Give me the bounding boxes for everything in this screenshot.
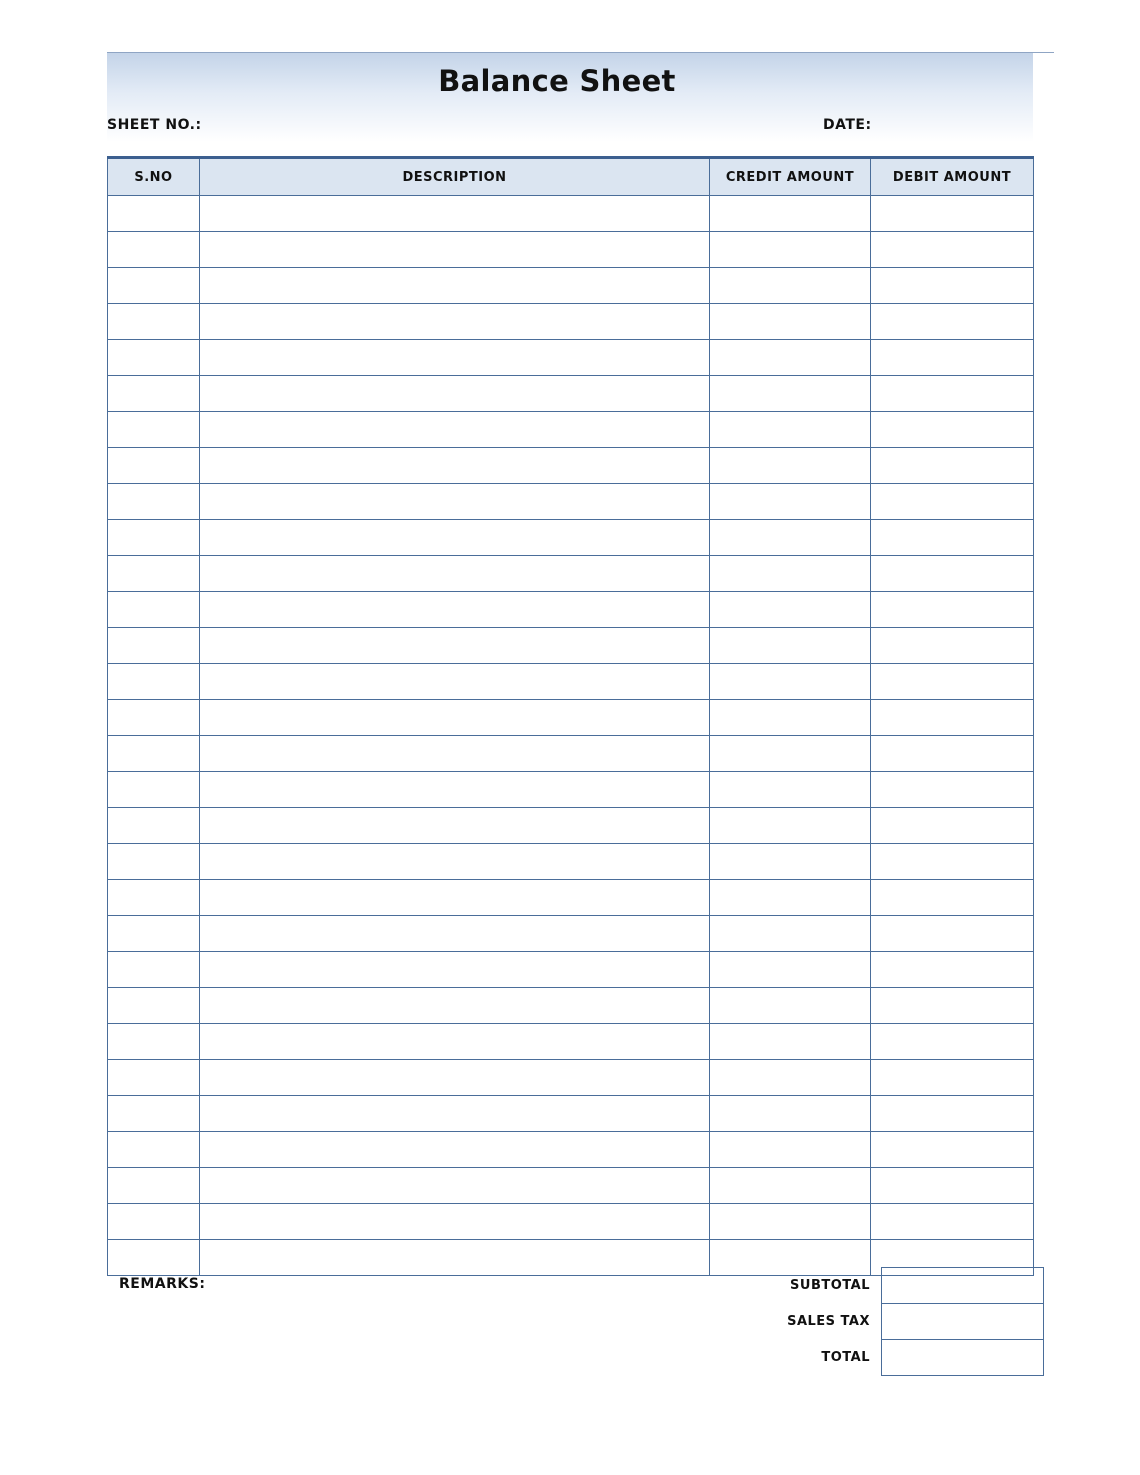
debit-amount-cell[interactable] [871, 664, 1034, 700]
description-cell[interactable] [200, 448, 710, 484]
debit-amount-cell[interactable] [871, 844, 1034, 880]
table-row [108, 664, 1034, 700]
debit-amount-cell[interactable] [871, 556, 1034, 592]
debit-amount-cell[interactable] [871, 268, 1034, 304]
table-row [108, 772, 1034, 808]
credit-amount-cell[interactable] [710, 1024, 871, 1060]
sales-tax-field[interactable] [882, 1304, 1044, 1340]
sno-cell[interactable] [108, 484, 200, 520]
table-row [108, 1204, 1034, 1240]
description-cell[interactable] [200, 880, 710, 916]
table-row [108, 880, 1034, 916]
debit-amount-cell[interactable] [871, 1060, 1034, 1096]
sno-cell[interactable] [108, 736, 200, 772]
description-cell[interactable] [200, 808, 710, 844]
sno-cell[interactable] [108, 592, 200, 628]
debit-amount-cell[interactable] [871, 376, 1034, 412]
sno-cell[interactable] [108, 1132, 200, 1168]
sno-cell[interactable] [108, 700, 200, 736]
sno-cell[interactable] [108, 1096, 200, 1132]
credit-amount-cell[interactable] [710, 1204, 871, 1240]
description-cell[interactable] [200, 592, 710, 628]
column-header-description: DESCRIPTION [200, 158, 710, 196]
table-row [108, 844, 1034, 880]
sno-cell[interactable] [108, 412, 200, 448]
description-cell[interactable] [200, 844, 710, 880]
credit-amount-cell[interactable] [710, 1096, 871, 1132]
column-header-debit-amount: DEBIT AMOUNT [871, 158, 1034, 196]
sno-cell[interactable] [108, 448, 200, 484]
credit-amount-cell[interactable] [710, 736, 871, 772]
sno-cell[interactable] [108, 1168, 200, 1204]
sno-cell[interactable] [108, 664, 200, 700]
sno-cell[interactable] [108, 556, 200, 592]
description-cell[interactable] [200, 412, 710, 448]
date-label: DATE: [823, 117, 872, 133]
credit-amount-cell[interactable] [710, 880, 871, 916]
credit-amount-cell[interactable] [710, 232, 871, 268]
credit-amount-cell[interactable] [710, 448, 871, 484]
sno-cell[interactable] [108, 304, 200, 340]
description-cell[interactable] [200, 304, 710, 340]
sno-cell[interactable] [108, 1204, 200, 1240]
description-cell[interactable] [200, 1096, 710, 1132]
table-row [108, 808, 1034, 844]
credit-amount-cell[interactable] [710, 268, 871, 304]
credit-amount-cell[interactable] [710, 988, 871, 1024]
debit-amount-cell[interactable] [871, 232, 1034, 268]
total-label: TOTAL [821, 1350, 870, 1365]
description-cell[interactable] [200, 340, 710, 376]
sno-cell[interactable] [108, 880, 200, 916]
sno-cell[interactable] [108, 232, 200, 268]
debit-amount-cell[interactable] [871, 412, 1034, 448]
subtotal-row [740, 1268, 1044, 1304]
table-row [108, 232, 1034, 268]
debit-amount-cell[interactable] [871, 1024, 1034, 1060]
description-cell[interactable] [200, 952, 710, 988]
debit-amount-cell[interactable] [871, 952, 1034, 988]
table-row [108, 1024, 1034, 1060]
credit-amount-cell[interactable] [710, 196, 871, 232]
sno-cell[interactable] [108, 196, 200, 232]
description-cell[interactable] [200, 916, 710, 952]
debit-amount-cell[interactable] [871, 700, 1034, 736]
description-cell[interactable] [200, 520, 710, 556]
sales-tax-label: SALES TAX [787, 1314, 870, 1329]
ledger-table [107, 156, 1034, 1276]
column-header-sno: S.NO [108, 158, 200, 196]
debit-amount-cell[interactable] [871, 1096, 1034, 1132]
sno-cell[interactable] [108, 340, 200, 376]
totals-table [740, 1267, 1044, 1376]
debit-amount-cell[interactable] [871, 196, 1034, 232]
page-title: Balance Sheet [438, 64, 676, 98]
description-cell[interactable] [200, 556, 710, 592]
credit-amount-cell[interactable] [710, 340, 871, 376]
table-row [108, 916, 1034, 952]
table-row [108, 736, 1034, 772]
credit-amount-cell[interactable] [710, 520, 871, 556]
description-cell[interactable] [200, 1240, 710, 1276]
debit-amount-cell[interactable] [871, 916, 1034, 952]
debit-amount-cell[interactable] [871, 304, 1034, 340]
description-cell[interactable] [200, 700, 710, 736]
credit-amount-cell[interactable] [710, 952, 871, 988]
credit-amount-cell[interactable] [710, 556, 871, 592]
debit-amount-cell[interactable] [871, 1168, 1034, 1204]
sno-cell[interactable] [108, 1240, 200, 1276]
debit-amount-cell[interactable] [871, 1204, 1034, 1240]
sno-cell[interactable] [108, 952, 200, 988]
credit-amount-cell[interactable] [710, 1132, 871, 1168]
sno-cell[interactable] [108, 772, 200, 808]
debit-amount-cell[interactable] [871, 592, 1034, 628]
table-row [108, 304, 1034, 340]
credit-amount-cell[interactable] [710, 412, 871, 448]
credit-amount-cell[interactable] [710, 916, 871, 952]
table-row [108, 412, 1034, 448]
debit-amount-cell[interactable] [871, 808, 1034, 844]
description-cell[interactable] [200, 484, 710, 520]
description-cell[interactable] [200, 268, 710, 304]
table-header-row [108, 158, 1034, 196]
table-row [108, 628, 1034, 664]
credit-amount-cell[interactable] [710, 304, 871, 340]
total-field[interactable] [882, 1340, 1044, 1376]
description-cell[interactable] [200, 1132, 710, 1168]
table-row [108, 340, 1034, 376]
credit-amount-cell[interactable] [710, 1060, 871, 1096]
sno-cell[interactable] [108, 916, 200, 952]
sheet-no-label: SHEET NO.: [107, 117, 202, 133]
table-row [108, 592, 1034, 628]
sno-cell[interactable] [108, 1024, 200, 1060]
description-cell[interactable] [200, 1024, 710, 1060]
sno-cell[interactable] [108, 808, 200, 844]
column-header-credit-amount: CREDIT AMOUNT [710, 158, 871, 196]
description-cell[interactable] [200, 988, 710, 1024]
table-row [108, 988, 1034, 1024]
debit-amount-cell[interactable] [871, 772, 1034, 808]
debit-amount-cell[interactable] [871, 628, 1034, 664]
credit-amount-cell[interactable] [710, 844, 871, 880]
table-row [108, 448, 1034, 484]
debit-amount-cell[interactable] [871, 880, 1034, 916]
description-cell[interactable] [200, 196, 710, 232]
credit-amount-cell[interactable] [710, 1168, 871, 1204]
table-row [108, 700, 1034, 736]
description-cell[interactable] [200, 664, 710, 700]
debit-amount-cell[interactable] [871, 1132, 1034, 1168]
table-row [108, 952, 1034, 988]
sno-cell[interactable] [108, 844, 200, 880]
sno-cell[interactable] [108, 520, 200, 556]
credit-amount-cell[interactable] [710, 664, 871, 700]
description-cell[interactable] [200, 232, 710, 268]
table-row [108, 1168, 1034, 1204]
sno-cell[interactable] [108, 988, 200, 1024]
description-cell[interactable] [200, 736, 710, 772]
subtotal-label: SUBTOTAL [790, 1278, 870, 1293]
credit-amount-cell[interactable] [710, 808, 871, 844]
credit-amount-cell[interactable] [710, 376, 871, 412]
table-row [108, 520, 1034, 556]
credit-amount-cell[interactable] [710, 592, 871, 628]
sno-cell[interactable] [108, 268, 200, 304]
ledger-body [108, 196, 1034, 1276]
table-row [108, 556, 1034, 592]
credit-amount-cell[interactable] [710, 772, 871, 808]
description-cell[interactable] [200, 772, 710, 808]
credit-amount-cell[interactable] [710, 628, 871, 664]
credit-amount-cell[interactable] [710, 484, 871, 520]
debit-amount-cell[interactable] [871, 736, 1034, 772]
description-cell[interactable] [200, 1168, 710, 1204]
header-rule [107, 52, 1054, 53]
debit-amount-cell[interactable] [871, 988, 1034, 1024]
table-row [108, 268, 1034, 304]
table-row [108, 1096, 1034, 1132]
total-row [740, 1340, 1044, 1376]
table-row [108, 1132, 1034, 1168]
sno-cell[interactable] [108, 1060, 200, 1096]
description-cell[interactable] [200, 1204, 710, 1240]
table-row [108, 484, 1034, 520]
table-row [108, 1060, 1034, 1096]
credit-amount-cell[interactable] [710, 700, 871, 736]
sno-cell[interactable] [108, 376, 200, 412]
remarks-label: REMARKS: [119, 1276, 206, 1292]
sales-tax-row [740, 1304, 1044, 1340]
debit-amount-cell[interactable] [871, 484, 1034, 520]
sno-cell[interactable] [108, 628, 200, 664]
description-cell[interactable] [200, 376, 710, 412]
table-row [108, 376, 1034, 412]
debit-amount-cell[interactable] [871, 520, 1034, 556]
description-cell[interactable] [200, 1060, 710, 1096]
debit-amount-cell[interactable] [871, 340, 1034, 376]
description-cell[interactable] [200, 628, 710, 664]
subtotal-field[interactable] [882, 1268, 1044, 1304]
table-row [108, 196, 1034, 232]
debit-amount-cell[interactable] [871, 448, 1034, 484]
